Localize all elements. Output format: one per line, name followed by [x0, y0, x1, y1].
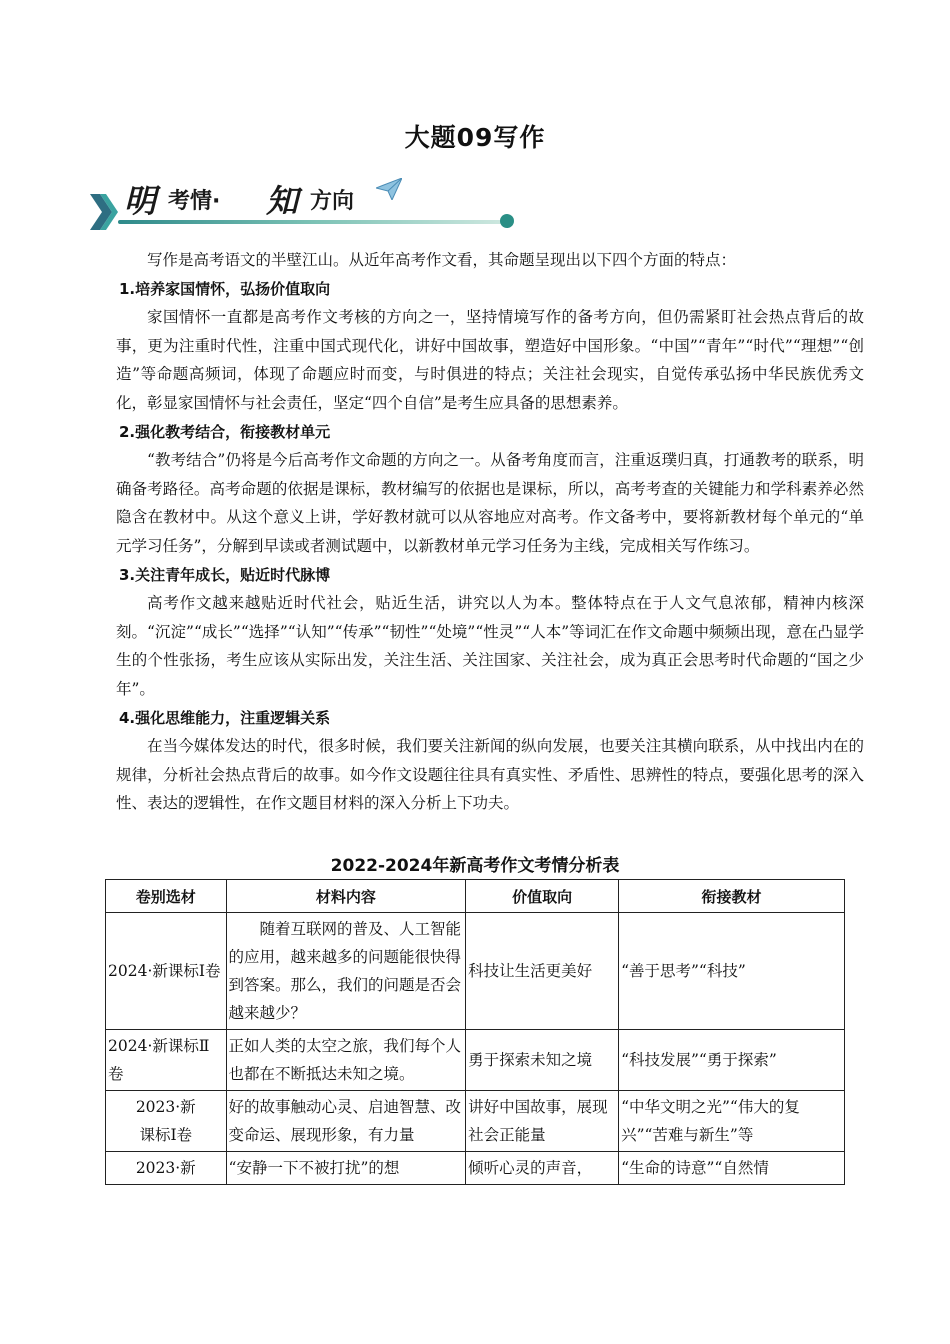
paper-cell: 2024·新课标Ⅰ卷 [106, 913, 227, 1030]
banner-char-2: 知 [266, 182, 299, 220]
section-heading: 1.培养家国情怀，弘扬价值取向 [119, 279, 331, 298]
link-cell: “生命的诗意”“自然情 [619, 1152, 845, 1185]
column-header: 材料内容 [226, 880, 466, 913]
value-cell: 科技让生活更美好 [466, 913, 619, 1030]
paper-plane-icon [376, 178, 402, 200]
paper-cell: 2023·新课标Ⅰ卷 [106, 1091, 227, 1152]
table-header-row [106, 880, 845, 913]
value-cell: 讲好中国故事，展现社会正能量 [466, 1091, 619, 1152]
value-cell: 勇于探索未知之境 [466, 1030, 619, 1091]
material-cell: “安静一下不被打扰”的想 [226, 1152, 466, 1185]
section-heading: 4.强化思维能力，注重逻辑关系 [119, 708, 331, 727]
paper-cell: 2024·新课标Ⅱ卷 [106, 1030, 227, 1091]
section-paragraph: “教考结合”仍将是今后高考作文命题的方向之一。从备考角度而言，注重返璞归真，打通教考的联系，明确备考路径。高考命题的依据是课标，教材编写的依据也是课标，所以，高考考查的关键能力和学科素养必然隐含在教材中。从这个意义上讲，学好教材就可以从容地应对高考。作文备考中，要将新教材每个单元的“单元学习任务”，分解到早读或者测试题中，以新教材单元学习任务为主线，完成相关写作练习。 [116, 451, 864, 555]
column-header: 卷别选材 [106, 880, 227, 913]
section-banner [88, 170, 518, 236]
link-cell: “善于思考”“科技” [619, 913, 845, 1030]
banner-underline [118, 220, 508, 224]
table-row [106, 913, 845, 1030]
banner-char-1: 明 [124, 182, 157, 220]
intro-paragraph: 写作是高考语文的半壁江山。从近年高考作文看，其命题呈现出以下四个方面的特点： [147, 251, 737, 269]
chevron-right-icon [90, 194, 120, 230]
analysis-table [105, 879, 845, 1185]
section-heading: 2.强化教考结合，衔接教材单元 [119, 422, 331, 441]
paper-cell: 2023·新 [106, 1152, 227, 1185]
value-cell: 倾听心灵的声音， [466, 1152, 619, 1185]
table-row [106, 1152, 845, 1185]
page-title: 大题09写作 [404, 123, 546, 152]
banner-word-1: 考情· [168, 189, 221, 214]
material-cell: 好的故事触动心灵、启迪智慧、改变命运、展现形象，有力量 [226, 1091, 466, 1152]
section-paragraph: 家国情怀一直都是高考作文考核的方向之一，坚持情境写作的备考方向，但仍需紧盯社会热点背后的故事，更为注重时代性，注重中国式现代化，讲好中国故事，塑造好中国形象。“中国”“青年”“时代”“理想”“创造”等命题高频词，体现了命题应时而变，与时俱进的特点；关注社会现实，自觉传承弘扬中华民族优秀文化，彰显家国情怀与社会责任，坚定“四个自信”是考生应具备的思想素养。 [116, 308, 864, 412]
table-title: 2022-2024年新高考作文考情分析表 [330, 856, 620, 876]
table-row [106, 1091, 845, 1152]
section-paragraph: 在当今媒体发达的时代，很多时候，我们要关注新闻的纵向发展，也要关注其横向联系，从中找出内在的规律，分析社会热点背后的故事。如今作文设题往往具有真实性、矛盾性、思辨性的特点，要强化思考的深入性、表达的逻辑性，在作文题目材料的深入分析上下功夫。 [116, 737, 864, 813]
link-cell: “中华文明之光”“伟大的复兴”“苦难与新生”等 [619, 1091, 845, 1152]
material-cell: 随着互联网的普及、人工智能的应用，越来越多的问题能很快得到答案。那么，我们的问题是否会越来越少？ [226, 913, 466, 1030]
article-body [116, 246, 864, 818]
section-paragraph: 高考作文越来越贴近时代社会，贴近生活，讲究以人为本。整体特点在于人文气息浓郁，精神内核深刻。“沉淀”“成长”“选择”“认知”“传承”“韧性”“处境”“性灵”“人本”等词汇在作文命题中频频出现，意在凸显学生的个性张扬，考生应该从实际出发，关注生活、关注国家、关注社会，成为真正会思考时代命题的“国之少年”。 [116, 594, 864, 698]
section-heading: 3.关注青年成长，贴近时代脉博 [119, 565, 331, 584]
table-row [106, 1030, 845, 1091]
column-header: 价值取向 [466, 880, 619, 913]
banner-dot [500, 214, 514, 228]
link-cell: “科技发展”“勇于探索” [619, 1030, 845, 1091]
banner-word-2: 方向 [310, 189, 355, 214]
column-header: 衔接教材 [619, 880, 845, 913]
material-cell: 正如人类的太空之旅，我们每个人也都在不断抵达未知之境。 [226, 1030, 466, 1091]
